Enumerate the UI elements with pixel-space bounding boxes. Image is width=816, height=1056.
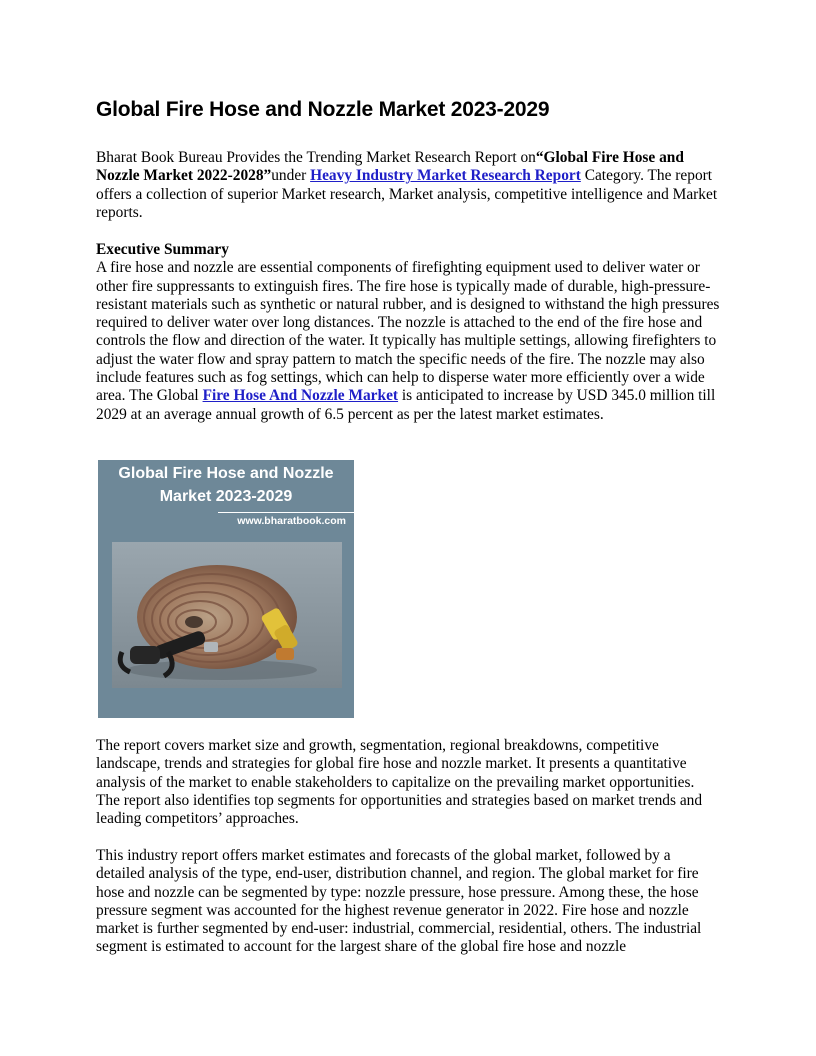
hose-coil-center (185, 616, 203, 628)
fire-hose-photo (112, 542, 342, 688)
segmentation-paragraph: This industry report offers market estimates and forecasts of the global market, followed by a detailed analysis of the type, end-user, distribution channel, and region. The global market for fire hose and nozzle can be segmented by type: nozzle pressure, hose pressure. Among these, the hose pressure segment was accounted for the highest revenue generator in 2022. Fire hose and nozzle market is further segmented by end-user: industrial, commercial, residential, others. The industrial segment is estimated to account for the largest share of the global fire hose and nozzle (96, 847, 702, 956)
heavy-industry-link[interactable]: Heavy Industry Market Research Report (310, 167, 581, 185)
report-cover-image (98, 460, 354, 718)
page-title: Global Fire Hose and Nozzle Market 2023-2029 (96, 98, 550, 121)
intro-text-c: Category. The report offers a collection of superior Market research, Market analysis, competitive intelligence and Market reports. (96, 167, 718, 221)
cover-title-line2: Market 2023-2029 (159, 488, 293, 505)
cover-divider (218, 512, 354, 513)
summary-text-a: A fire hose and nozzle are essential components of firefighting equipment used to deliver water or other fire suppressants to extinguish fires. The fire hose is typically made of durable, high-pressure-resistant materials such as synthetic or natural rubber, and is designed to withstand the high pressures required to deliver water over long distances. The nozzle is attached to the end of the fire hose and controls the flow and direction of the water. It typically has multiple settings, allowing firefighters to adjust the water flow and spray pattern to match the specific needs of the fire. The nozzle may also include features such as fog settings, which can help to disperse water more efficiently over a wide area. The Global (96, 259, 720, 405)
intro-paragraph (96, 149, 720, 222)
cover-title (98, 462, 354, 508)
report-name: “Global Fire Hose and Nozzle Market 2022-2028” (96, 149, 684, 185)
report-coverage-paragraph: The report covers market size and growth, segmentation, regional breakdowns, competitive landscape, trends and strategies for global fire hose and nozzle market. It presents a quantitative analysis of the market to enable stakeholders to capitalize on the prevailing market opportunities. The report also identifies top segments for opportunities and strategies based on market trends and leading competitors’ approaches. (96, 737, 703, 828)
brass-fitting (276, 648, 294, 660)
intro-text-a: Bharat Book Bureau Provides the Trending Market Research Report on (96, 149, 536, 166)
fire-hose-market-link[interactable]: Fire Hose And Nozzle Market (202, 387, 399, 405)
executive-summary-paragraph (96, 241, 720, 424)
cover-url: www.bharatbook.com (237, 515, 346, 527)
summary-text-b: is anticipated to increase by USD 345.0 million till 2029 at an average annual growth of 6.5 percent as per the latest market estimates. (96, 387, 716, 423)
intro-text-b: under (271, 167, 311, 185)
executive-summary-heading: Executive Summary (96, 241, 229, 258)
cover-title-line1: Global Fire Hose and Nozzle (118, 465, 334, 482)
